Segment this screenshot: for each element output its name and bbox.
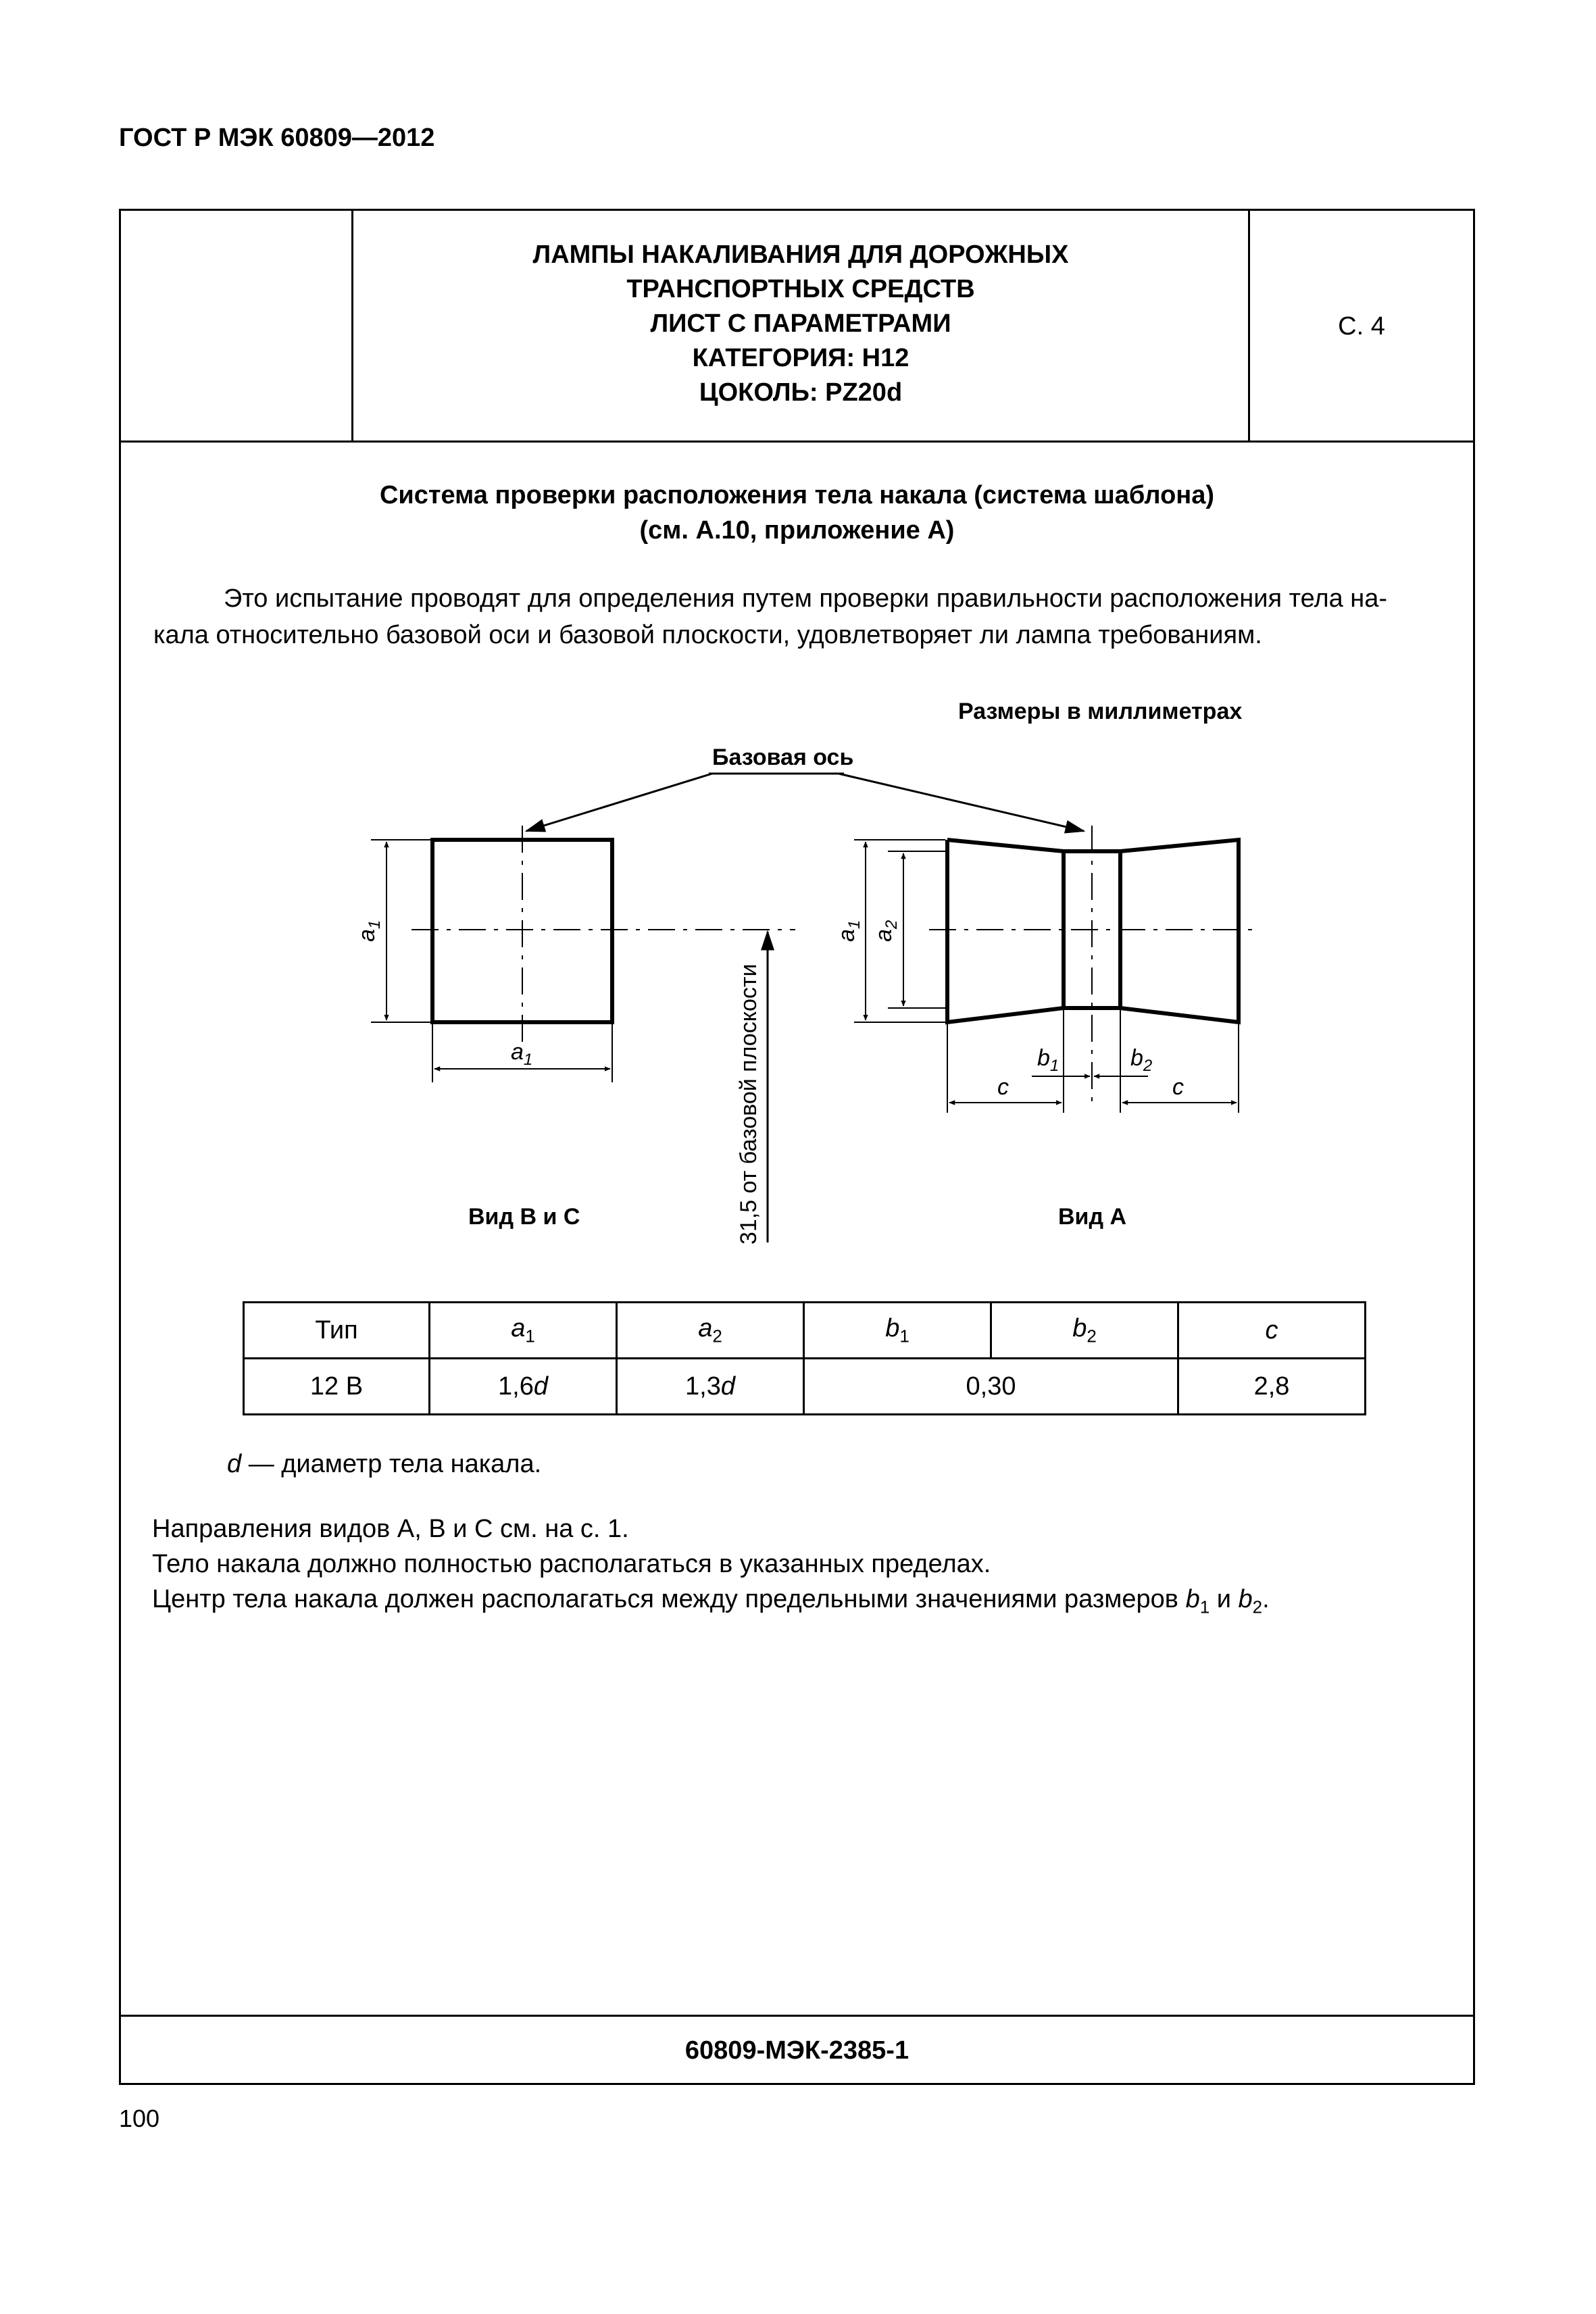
filament-gauge-drawing: [121, 211, 1472, 1292]
notes-block: [152, 1511, 1270, 1625]
dim-a1-vert-label: $a_1$: [354, 920, 384, 942]
table-cell: 1,6d: [430, 1359, 617, 1415]
units-note: Размеры в миллиметрах: [958, 699, 1243, 724]
sheet-page-ref: С. 4: [1338, 312, 1385, 341]
sheet-title-line: ЛИСТ С ПАРАМЕТРАМИ: [650, 309, 951, 338]
table-header-cell: c: [1178, 1303, 1366, 1359]
table-header-cell: $b_2$: [991, 1303, 1178, 1359]
table-cell: 1,3d: [617, 1359, 804, 1415]
table-row: [244, 1359, 1366, 1415]
axis-leader-left: [526, 774, 712, 831]
dim-c-right-label: c: [1172, 1074, 1184, 1100]
sheet-title-line: ЛАМПЫ НАКАЛИВАНИЯ ДЛЯ ДОРОЖНЫХ: [532, 241, 1069, 269]
table-header-row: [244, 1303, 1366, 1359]
note-line: Тело накала должно полностью располагаться в указанных пределах.: [152, 1550, 991, 1578]
sheet-title-line: ТРАНСПОРТНЫХ СРЕДСТВ: [626, 275, 975, 303]
sheet-title-line: КАТЕГОРИЯ: H12: [692, 344, 909, 372]
footer-code: 60809-МЭК-2385-1: [684, 2036, 909, 2065]
footer-divider: [121, 2015, 1473, 2017]
axis-leader-right: [839, 774, 1084, 831]
section-title-line: Система проверки расположения тела накала (система шаблона): [379, 481, 1215, 509]
table-cell: 2,8: [1178, 1359, 1366, 1415]
table-header-cell: $b_1$: [804, 1303, 991, 1359]
paragraph-line: кала относительно базовой оси и базовой плоскости, удовлетворяет ли лампа требованиям.: [153, 621, 1262, 649]
view-a-label: Вид А: [1058, 1204, 1127, 1230]
view-a-right-shape: [1120, 840, 1239, 1022]
dim-a1-view-a-label: $a_1$: [834, 920, 864, 942]
dim-a2-view-a-label: $a_2$: [871, 920, 901, 942]
view-bc: [371, 826, 795, 1242]
standard-code: ГОСТ Р МЭК 60809—2012: [119, 124, 435, 152]
paragraph-line: Это испытание проводят для определения путем проверки правильности расположения тела на-: [224, 584, 1388, 613]
table-cell: 12 В: [244, 1359, 430, 1415]
parameters-table: [243, 1301, 1366, 1415]
note-d: d — диаметр тела накала.: [227, 1450, 542, 1478]
view-bc-label: Вид В и С: [468, 1204, 580, 1230]
sheet-title-line: ЦОКОЛЬ: PZ20d: [699, 378, 903, 407]
note-line: Направления видов А, В и С см. на с. 1.: [152, 1515, 629, 1543]
axis-label: Базовая ось: [712, 745, 854, 770]
base-plane-label: 31,5 от базовой плоскости: [736, 963, 762, 1244]
dim-c-left-label: c: [997, 1074, 1009, 1100]
table-header-cell: Тип: [244, 1303, 430, 1359]
table-header-cell: $a_2$: [617, 1303, 804, 1359]
section-title-line: (см. А.10, приложение А): [639, 516, 955, 545]
sheet-frame: [119, 209, 1475, 2085]
dim-a1-horiz-label: $a_1$: [511, 1039, 533, 1069]
view-a-left-shape: [947, 840, 1064, 1022]
table-header-cell: $a_1$: [430, 1303, 617, 1359]
note-line: Центр тела накала должен располагаться между предельными значениями размеров $b_1$ и $b_2$.: [152, 1585, 1270, 1617]
table-cell: 0,30: [804, 1359, 1178, 1415]
page-number: 100: [119, 2105, 160, 2132]
dim-b2-label: $b_2$: [1130, 1045, 1153, 1075]
dim-b1-label: $b_1$: [1037, 1045, 1059, 1075]
